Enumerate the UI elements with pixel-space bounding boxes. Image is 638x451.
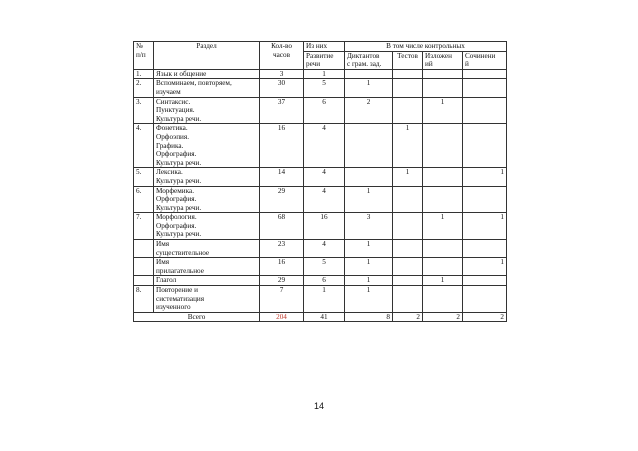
row-num: 8. — [134, 286, 154, 313]
row-dictations — [345, 124, 393, 168]
row-tests — [393, 213, 423, 240]
row-section: Язык и общение — [154, 69, 260, 79]
total-label: Всего — [134, 312, 260, 322]
row-section: Имя существительное — [154, 240, 260, 258]
row-hours: 7 — [260, 286, 304, 313]
row-expositions: 1 — [423, 213, 463, 240]
row-section: Глагол — [154, 276, 260, 286]
row-tests — [393, 186, 423, 213]
row-hours: 29 — [260, 276, 304, 286]
row-hours: 37 — [260, 97, 304, 124]
row-num: 5. — [134, 168, 154, 186]
row-expositions: 1 — [423, 276, 463, 286]
row-dictations: 1 — [345, 286, 393, 313]
header-speech-dev: Развитие речи — [304, 51, 345, 69]
row-essays: 1 — [463, 213, 507, 240]
row-speech: 5 — [304, 258, 345, 276]
total-tests: 2 — [393, 312, 423, 322]
header-expositions: Изложен ий — [423, 51, 463, 69]
row-section: Синтаксис. Пунктуация. Культура речи. — [154, 97, 260, 124]
row-essays — [463, 276, 507, 286]
row-expositions — [423, 258, 463, 276]
row-essays — [463, 286, 507, 313]
row-expositions — [423, 240, 463, 258]
row-section: Лексика. Культура речи. — [154, 168, 260, 186]
row-expositions — [423, 79, 463, 97]
row-essays — [463, 124, 507, 168]
row-expositions — [423, 124, 463, 168]
row-speech: 4 — [304, 186, 345, 213]
row-expositions: 1 — [423, 97, 463, 124]
row-dictations: 1 — [345, 240, 393, 258]
row-essays — [463, 97, 507, 124]
row-speech: 6 — [304, 276, 345, 286]
row-dictations: 1 — [345, 276, 393, 286]
row-num: 6. — [134, 186, 154, 213]
row-hours: 16 — [260, 258, 304, 276]
row-dictations: 2 — [345, 97, 393, 124]
row-hours: 30 — [260, 79, 304, 97]
row-tests — [393, 286, 423, 313]
header-row-top — [134, 42, 507, 52]
header-tests: Тестов — [393, 51, 423, 69]
row-num — [134, 258, 154, 276]
row-num: 1. — [134, 69, 154, 79]
row-tests: 1 — [393, 124, 423, 168]
table-row — [134, 168, 507, 186]
total-dictations: 8 — [345, 312, 393, 322]
row-hours: 3 — [260, 69, 304, 79]
row-tests — [393, 276, 423, 286]
row-dictations — [345, 168, 393, 186]
row-speech: 5 — [304, 79, 345, 97]
total-expositions: 2 — [423, 312, 463, 322]
table-row — [134, 124, 507, 168]
total-hours: 204 — [260, 312, 304, 322]
row-dictations — [345, 69, 393, 79]
row-expositions — [423, 168, 463, 186]
row-hours: 29 — [260, 186, 304, 213]
table-row — [134, 79, 507, 97]
row-section: Морфология. Орфография. Культура речи. — [154, 213, 260, 240]
row-tests — [393, 69, 423, 79]
total-speech: 41 — [304, 312, 345, 322]
row-speech: 1 — [304, 69, 345, 79]
row-dictations: 1 — [345, 258, 393, 276]
row-essays: 1 — [463, 168, 507, 186]
row-dictations: 1 — [345, 79, 393, 97]
row-section: Повторение и систематизация изученного — [154, 286, 260, 313]
header-hours: Кол-во часов — [260, 42, 304, 70]
row-hours: 16 — [260, 124, 304, 168]
row-tests — [393, 258, 423, 276]
row-tests: 1 — [393, 168, 423, 186]
thematic-plan-table — [133, 41, 507, 322]
row-essays — [463, 69, 507, 79]
row-num — [134, 240, 154, 258]
row-expositions — [423, 286, 463, 313]
row-num: 7. — [134, 213, 154, 240]
row-num — [134, 276, 154, 286]
row-speech: 1 — [304, 286, 345, 313]
row-dictations: 1 — [345, 186, 393, 213]
row-tests — [393, 240, 423, 258]
row-section: Фонетика. Орфоэпия. Графика. Орфография. Культура речи. — [154, 124, 260, 168]
table-row — [134, 186, 507, 213]
page-number: 14 — [313, 401, 324, 411]
header-of-them: Из них — [304, 42, 345, 52]
row-essays — [463, 79, 507, 97]
row-speech: 16 — [304, 213, 345, 240]
row-speech: 4 — [304, 124, 345, 168]
row-dictations: 3 — [345, 213, 393, 240]
header-control: В том числе контрольных — [345, 42, 507, 52]
row-section: Морфемика. Орфография. Культура речи. — [154, 186, 260, 213]
table-row — [134, 258, 507, 276]
row-expositions — [423, 69, 463, 79]
table-row — [134, 213, 507, 240]
table-row — [134, 69, 507, 79]
header-num: № п/п — [134, 42, 154, 70]
row-tests — [393, 79, 423, 97]
total-row — [134, 312, 507, 322]
row-essays — [463, 240, 507, 258]
row-essays — [463, 186, 507, 213]
row-section: Вспоминаем, повторяем, изучаем — [154, 79, 260, 97]
row-speech: 6 — [304, 97, 345, 124]
row-num: 3. — [134, 97, 154, 124]
table-row — [134, 240, 507, 258]
header-section: Раздел — [154, 42, 260, 70]
table-row — [134, 276, 507, 286]
row-section: Имя прилагательное — [154, 258, 260, 276]
header-essays: Сочинени й — [463, 51, 507, 69]
total-essays: 2 — [463, 312, 507, 322]
row-hours: 14 — [260, 168, 304, 186]
row-tests — [393, 97, 423, 124]
row-hours: 68 — [260, 213, 304, 240]
table-row — [134, 97, 507, 124]
table-row — [134, 286, 507, 313]
row-speech: 4 — [304, 240, 345, 258]
header-dictations: Диктантов с грам. зад. — [345, 51, 393, 69]
row-num: 2. — [134, 79, 154, 97]
row-num: 4. — [134, 124, 154, 168]
row-hours: 23 — [260, 240, 304, 258]
row-speech: 4 — [304, 168, 345, 186]
row-expositions — [423, 186, 463, 213]
row-essays: 1 — [463, 258, 507, 276]
